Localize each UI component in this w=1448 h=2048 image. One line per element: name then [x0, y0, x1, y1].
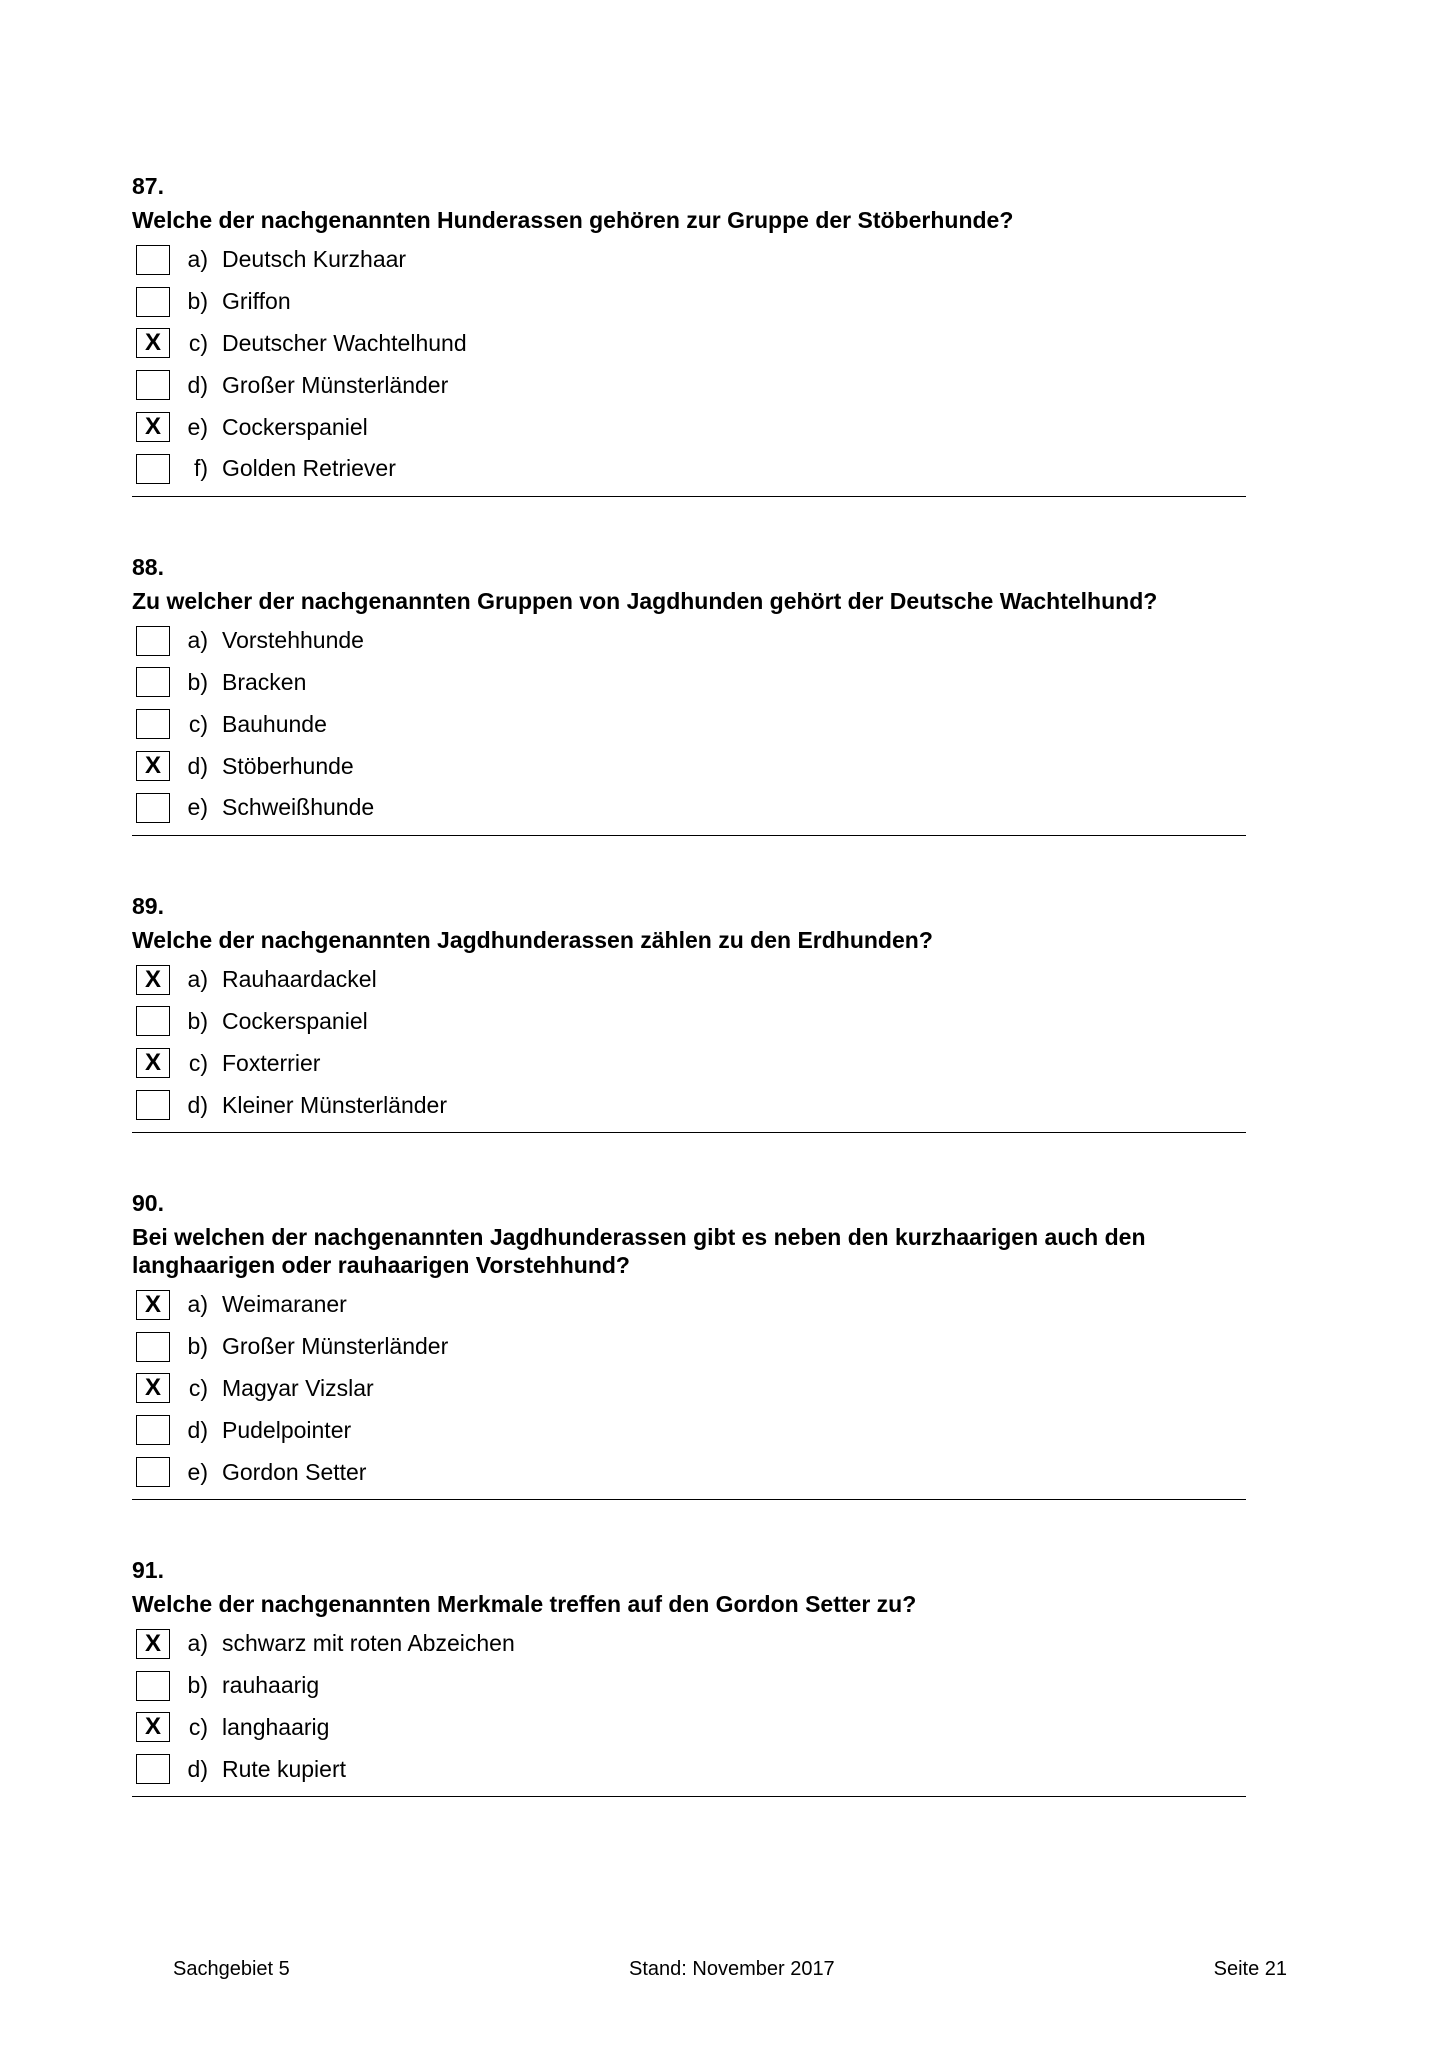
- question-block: [132, 172, 1246, 497]
- answer-checkbox[interactable]: X: [136, 751, 170, 781]
- answer-option: [132, 662, 1246, 704]
- answer-checkbox[interactable]: X: [136, 328, 170, 358]
- option-letter: b): [187, 1007, 208, 1034]
- answer-checkbox[interactable]: [136, 370, 170, 400]
- option-letter: d): [187, 752, 208, 779]
- answer-option: [132, 1748, 1246, 1790]
- question-block: [132, 892, 1246, 1133]
- question-spacer: [132, 1133, 1246, 1189]
- answer-option: [132, 1084, 1246, 1126]
- option-letter: d): [187, 1091, 208, 1118]
- option-letter: b): [187, 668, 208, 695]
- option-text: Magyar Vizslar: [222, 1374, 374, 1401]
- option-text: Bracken: [222, 668, 307, 695]
- answer-option: [132, 703, 1246, 745]
- answer-checkbox[interactable]: [136, 287, 170, 317]
- option-text: Schweißhunde: [222, 794, 375, 821]
- answer-checkbox[interactable]: [136, 1457, 170, 1487]
- option-letter: a): [187, 246, 208, 273]
- option-letter: f): [193, 455, 208, 482]
- option-letter: d): [187, 371, 208, 398]
- question-text: Welche der nachgenannten Hunderassen gehören zur Gruppe der Stöberhunde?: [132, 207, 1014, 233]
- option-text: Kleiner Münsterländer: [222, 1091, 448, 1118]
- question-block: [132, 1556, 1246, 1797]
- answer-option: [132, 745, 1246, 787]
- answer-checkbox[interactable]: [136, 1090, 170, 1120]
- option-text: Gordon Setter: [222, 1458, 367, 1485]
- option-text: Großer Münsterländer: [222, 1333, 449, 1360]
- option-text: Bauhunde: [222, 710, 327, 737]
- answer-options: [132, 620, 1246, 829]
- option-letter: e): [187, 1458, 208, 1485]
- answer-checkbox[interactable]: X: [136, 1629, 170, 1659]
- answer-option: [132, 959, 1246, 1001]
- answer-checkbox[interactable]: X: [136, 412, 170, 442]
- option-text: Vorstehhunde: [222, 627, 364, 654]
- option-text: langhaarig: [222, 1713, 330, 1740]
- answer-option: [132, 1623, 1246, 1665]
- option-text: Cockerspaniel: [222, 413, 368, 440]
- option-letter: a): [187, 966, 208, 993]
- option-text: Stöberhunde: [222, 752, 354, 779]
- question-divider: [132, 1796, 1246, 1797]
- question-block: [132, 1189, 1246, 1500]
- answer-checkbox[interactable]: [136, 1332, 170, 1362]
- option-text: rauhaarig: [222, 1672, 320, 1699]
- answer-option: [132, 787, 1246, 829]
- option-letter: c): [188, 1713, 208, 1740]
- answer-checkbox[interactable]: [136, 793, 170, 823]
- question-block: [132, 553, 1246, 836]
- question-number: 90.: [132, 1189, 164, 1216]
- option-letter: b): [187, 1333, 208, 1360]
- question-text: Welche der nachgenannten Merkmale treffen auf den Gordon Setter zu?: [132, 1590, 917, 1617]
- option-text: Cockerspaniel: [222, 1007, 368, 1034]
- answer-option: [132, 1409, 1246, 1451]
- option-letter: d): [187, 1416, 208, 1443]
- answer-options: [132, 959, 1246, 1126]
- answer-options: [132, 1284, 1246, 1493]
- answer-option: [132, 239, 1246, 281]
- option-letter: c): [188, 1049, 208, 1076]
- question-text: Welche der nachgenannten Jagdhunderassen zählen zu den Erdhunden?: [132, 926, 933, 953]
- option-text: Deutscher Wachtelhund: [222, 329, 467, 356]
- footer-page-number: Seite 21: [1213, 1958, 1287, 1980]
- option-letter: e): [187, 413, 208, 440]
- question-number: 91.: [132, 1556, 164, 1583]
- answer-checkbox[interactable]: X: [136, 965, 170, 995]
- option-letter: d): [187, 1755, 208, 1782]
- answer-checkbox[interactable]: [136, 1006, 170, 1036]
- answer-checkbox[interactable]: X: [136, 1712, 170, 1742]
- question-number: 88.: [132, 553, 164, 580]
- option-text: Deutsch Kurzhaar: [222, 246, 407, 273]
- answer-checkbox[interactable]: [136, 626, 170, 656]
- answer-checkbox[interactable]: [136, 454, 170, 484]
- question-spacer: [132, 836, 1246, 892]
- option-text: Weimaraner: [222, 1291, 347, 1318]
- answer-option: [132, 1042, 1246, 1084]
- answer-checkbox[interactable]: [136, 245, 170, 275]
- option-letter: c): [188, 329, 208, 356]
- answer-options: [132, 1623, 1246, 1790]
- option-text: Großer Münsterländer: [222, 371, 449, 398]
- question-spacer: [132, 497, 1246, 553]
- option-text: Foxterrier: [222, 1049, 321, 1076]
- option-letter: b): [187, 288, 208, 315]
- answer-checkbox[interactable]: [136, 1754, 170, 1784]
- answer-option: [132, 448, 1246, 490]
- answer-option: [132, 620, 1246, 662]
- question-text: Zu welcher der nachgenannten Gruppen von Jagdhunden gehört der Deutsche Wachtelhund?: [132, 587, 1158, 614]
- answer-option: [132, 1665, 1246, 1707]
- question-number: 87.: [132, 173, 164, 199]
- option-letter: e): [187, 794, 208, 821]
- option-letter: a): [187, 1291, 208, 1318]
- answer-checkbox[interactable]: [136, 1415, 170, 1445]
- option-text: Pudelpointer: [222, 1416, 352, 1443]
- answer-option: [132, 1707, 1246, 1749]
- option-letter: a): [187, 1630, 208, 1657]
- page-footer: [0, 1958, 1448, 1986]
- footer-section: Sachgebiet 5: [173, 1958, 290, 1980]
- answer-option: [132, 1326, 1246, 1368]
- option-text: Rauhaardackel: [222, 966, 377, 993]
- option-letter: b): [187, 1672, 208, 1699]
- answer-option: [132, 1451, 1246, 1493]
- answer-checkbox[interactable]: [136, 667, 170, 697]
- option-text: Golden Retriever: [222, 455, 396, 482]
- option-text: Rute kupiert: [222, 1755, 347, 1782]
- answer-option: [132, 281, 1246, 323]
- answer-option: [132, 1368, 1246, 1410]
- answer-option: [132, 406, 1246, 448]
- option-letter: a): [187, 627, 208, 654]
- answer-option: [132, 323, 1246, 365]
- answer-checkbox[interactable]: X: [136, 1290, 170, 1320]
- answer-checkbox[interactable]: X: [136, 1373, 170, 1403]
- option-letter: c): [188, 1374, 208, 1401]
- question-list: [132, 172, 1246, 1797]
- answer-option: [132, 364, 1246, 406]
- option-letter: c): [188, 710, 208, 737]
- answer-checkbox[interactable]: [136, 1671, 170, 1701]
- footer-date: Stand: November 2017: [629, 1958, 835, 1980]
- answer-options: [132, 239, 1246, 490]
- answer-checkbox[interactable]: X: [136, 1048, 170, 1078]
- answer-checkbox[interactable]: [136, 709, 170, 739]
- question-spacer: [132, 1500, 1246, 1556]
- question-text: Bei welchen der nachgenannten Jagdhunderassen gibt es neben den kurzhaarigen auch den langhaarigen oder rauhaarigen Vorstehhund?: [132, 1223, 1146, 1278]
- answer-option: [132, 1001, 1246, 1043]
- option-text: schwarz mit roten Abzeichen: [222, 1630, 515, 1657]
- option-text: Griffon: [222, 288, 291, 315]
- answer-option: [132, 1284, 1246, 1326]
- question-number: 89.: [132, 892, 164, 919]
